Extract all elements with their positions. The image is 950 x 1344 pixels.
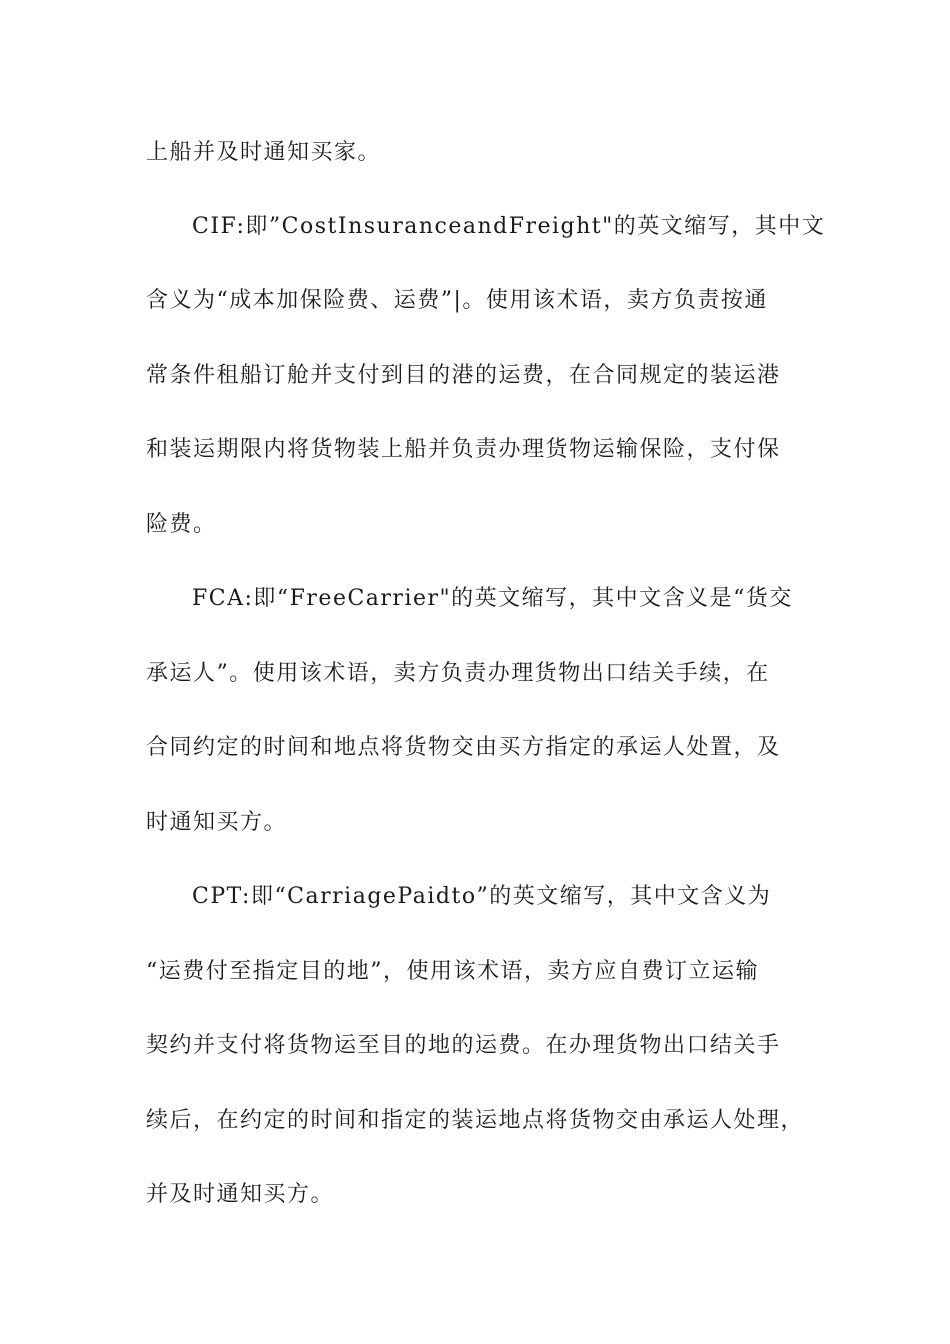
text-line: 并及时通知买方。	[146, 1182, 335, 1207]
text-line: “运费付至指定目的地”，使用该术语，卖方应自费订立运输	[146, 959, 759, 984]
text-line: 上船并及时通知买家。	[146, 140, 382, 165]
text-line: 常条件租船订舱并支付到目的港的运费，在合同规定的装运港	[146, 363, 781, 388]
text-line: 合同约定的时间和地点将货物交由买方指定的承运人处置，及	[146, 735, 781, 760]
text-line: 险费。	[146, 512, 217, 537]
text-line: 契约并支付将货物运至目的地的运费。在办理货物出口结关手	[146, 1033, 781, 1058]
text-line: 时通知买方。	[146, 810, 288, 835]
text-line: 续后，在约定的时间和指定的装运地点将货物交由承运人处理，	[146, 1108, 805, 1133]
text-line: 承运人”。使用该术语，卖方负责办理货物出口结关手续，在	[146, 661, 770, 686]
paragraph-cif-first-line: CIF:即”CostInsuranceandFreight"的英文缩写，其中文	[192, 214, 826, 239]
paragraph-fca-first-line: FCA:即“FreeCarrier"的英文缩写，其中文含义是“货交	[192, 586, 793, 611]
text-line: 和装运期限内将货物装上船并负责办理货物运输保险，支付保	[146, 437, 781, 462]
paragraph-cpt-first-line: CPT:即“CarriagePaidto”的英文缩写，其中文含义为	[192, 884, 772, 909]
text-line: 含义为“成本加保险费、运费”|。使用该术语，卖方负责按通	[146, 288, 768, 313]
